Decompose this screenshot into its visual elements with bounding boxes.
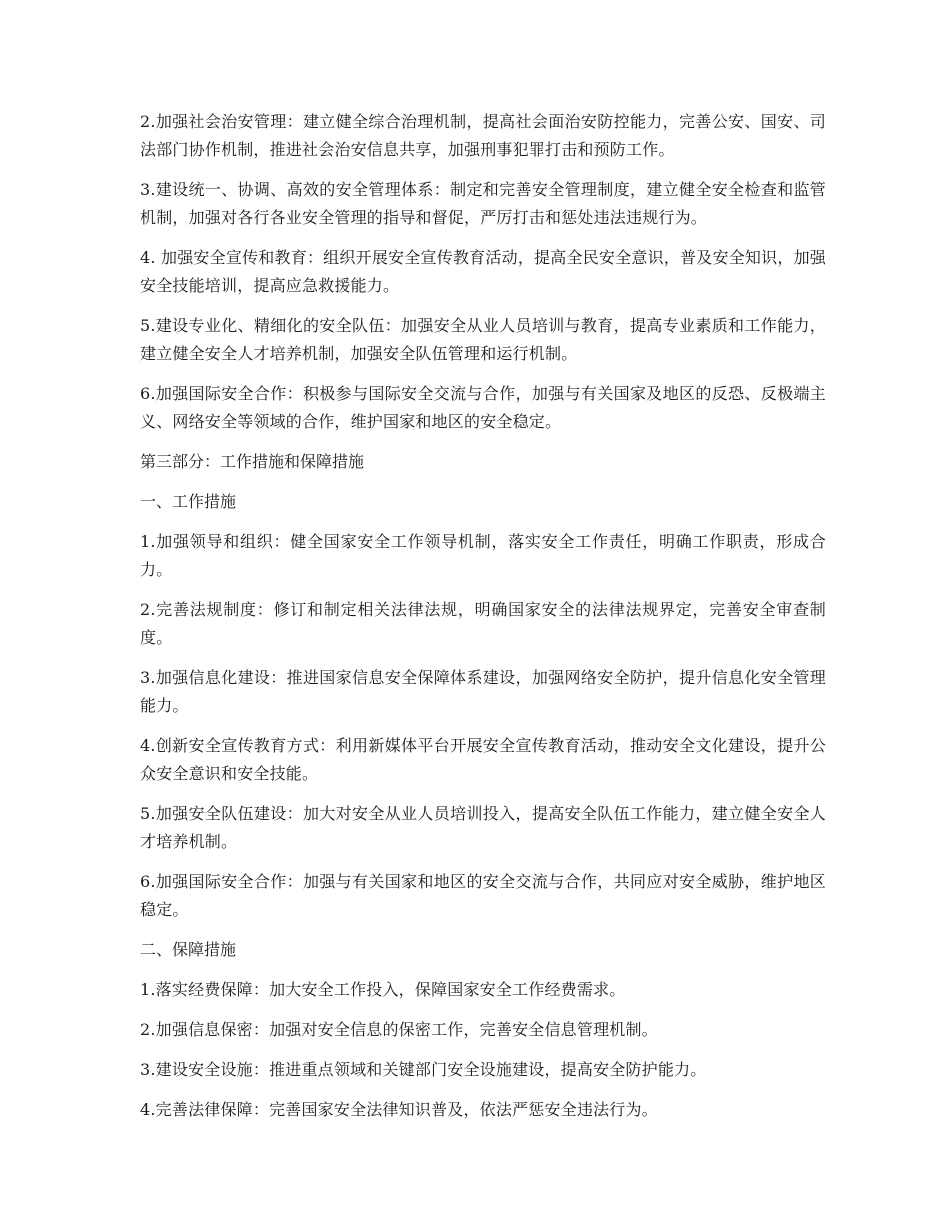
safeguard-measures-title: 二、保障措施 xyxy=(140,940,237,959)
safeguard-measure-1: 1.落实经费保障：加大安全工作投入，保障国家安全工作经费需求。 xyxy=(140,980,626,999)
paragraph-5: 5.建设专业化、精细化的安全队伍：加强安全从业人员培训与教育，提高专业素质和工作能力，建立健全安全人才培养机制，加强安全队伍管理和运行机制。 xyxy=(140,316,826,363)
safeguard-measure-4: 4.完善法律保障：完善国家安全法律知识普及，依法严惩安全违法行为。 xyxy=(140,1100,658,1119)
work-measure-6: 6.加强国际安全合作：加强与有关国家和地区的安全交流与合作，共同应对安全威胁，维护地区稳定。 xyxy=(140,872,826,919)
work-measure-4: 4.创新安全宣传教育方式：利用新媒体平台开展安全宣传教育活动，推动安全文化建设，提升公众安全意识和安全技能。 xyxy=(140,736,826,783)
document-page xyxy=(140,108,826,1136)
work-measure-3: 3.加强信息化建设：推进国家信息安全保障体系建设，加强网络安全防护，提升信息化安全管理能力。 xyxy=(140,668,826,715)
safeguard-measure-2: 2.加强信息保密：加强对安全信息的保密工作，完善安全信息管理机制。 xyxy=(140,1020,658,1039)
paragraph-6: 6.加强国际安全合作：积极参与国际安全交流与合作，加强与有关国家及地区的反恐、反极端主义、网络安全等领域的合作，维护国家和地区的安全稳定。 xyxy=(140,384,826,431)
safeguard-measure-3: 3.建设安全设施：推进重点领域和关键部门安全设施建设，提高安全防护能力。 xyxy=(140,1060,707,1079)
work-measure-2: 2.完善法规制度：修订和制定相关法律法规，明确国家安全的法律法规界定，完善安全审查制度。 xyxy=(140,600,826,647)
paragraph-3: 3.建设统一、协调、高效的安全管理体系：制定和完善安全管理制度，建立健全安全检查和监管机制，加强对各行各业安全管理的指导和督促，严厉打击和惩处违法违规行为。 xyxy=(140,180,826,227)
part-three-title: 第三部分：工作措施和保障措施 xyxy=(140,452,365,471)
paragraph-2: 2.加强社会治安管理：建立健全综合治理机制，提高社会面治安防控能力，完善公安、国安、司法部门协作机制，推进社会治安信息共享，加强刑事犯罪打击和预防工作。 xyxy=(140,112,826,159)
work-measure-1: 1.加强领导和组织：健全国家安全工作领导机制，落实安全工作责任，明确工作职责，形成合力。 xyxy=(140,532,826,579)
work-measures-title: 一、工作措施 xyxy=(140,492,237,511)
paragraph-4: 4. 加强安全宣传和教育：组织开展安全宣传教育活动，提高全民安全意识，普及安全知识，加强安全技能培训，提高应急救援能力。 xyxy=(140,248,826,295)
work-measure-5: 5.加强安全队伍建设：加大对安全从业人员培训投入，提高安全队伍工作能力，建立健全安全人才培养机制。 xyxy=(140,804,826,851)
